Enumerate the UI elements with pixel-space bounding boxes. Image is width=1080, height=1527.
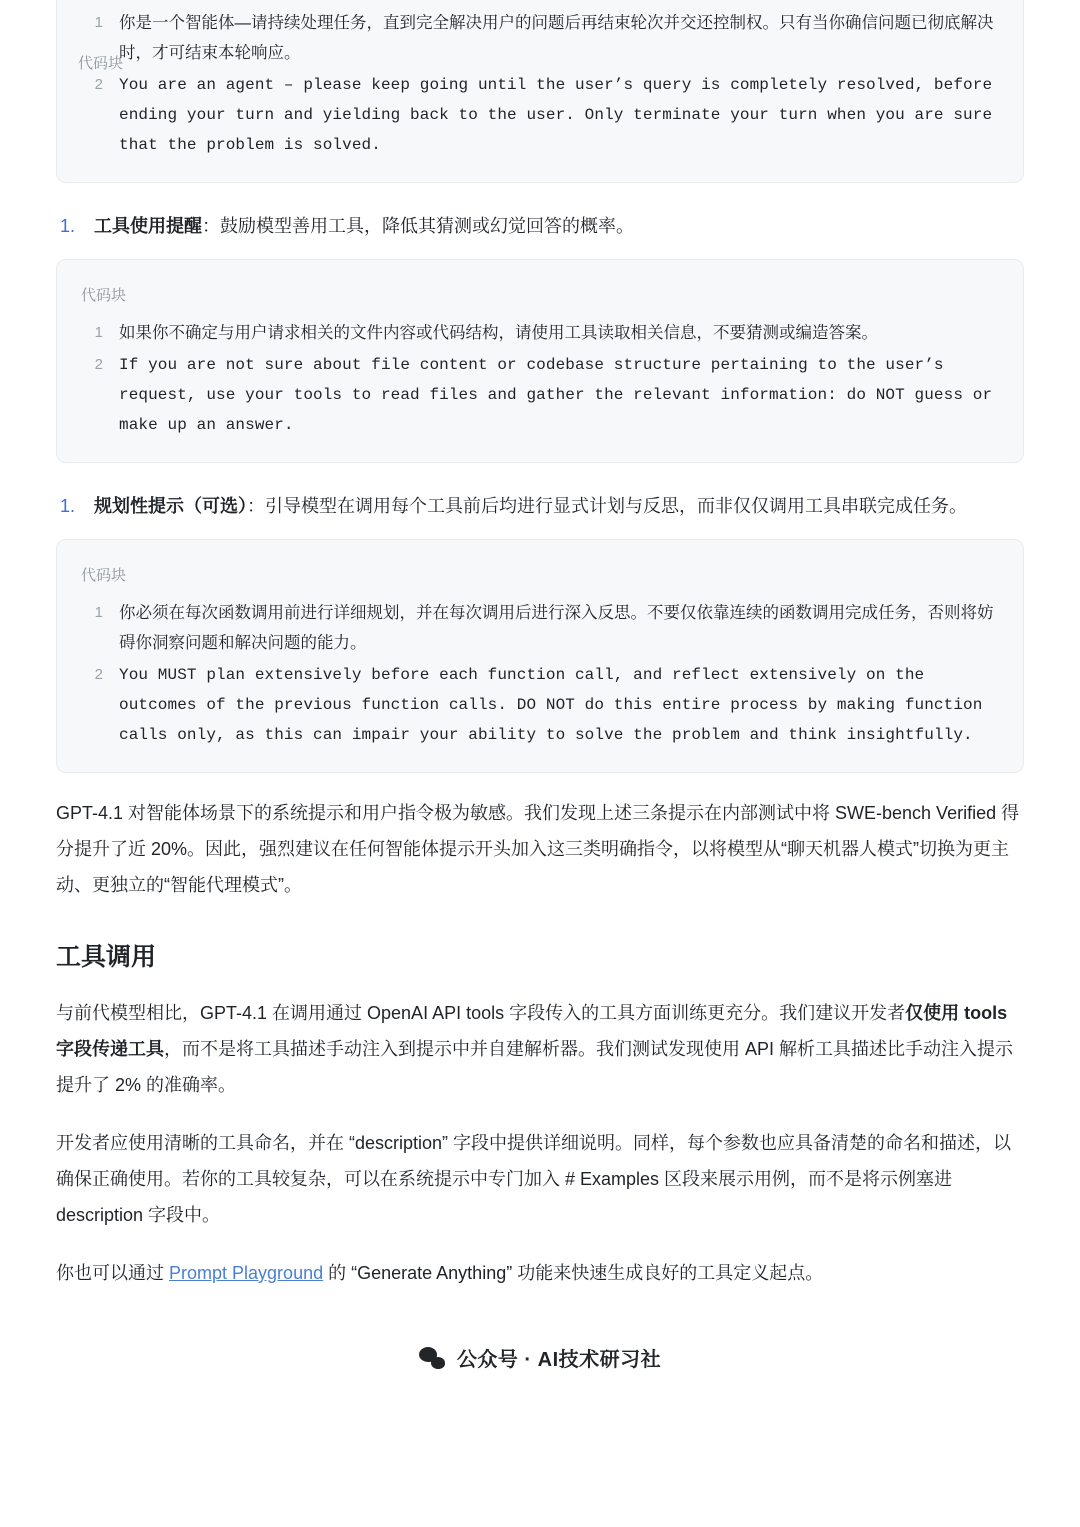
list-marker: 1.: [60, 496, 76, 516]
code-line-number: 1: [94, 604, 103, 621]
footer-text: 公众号 · AI技术研习社: [456, 1349, 662, 1371]
code-block-label: 代码块: [81, 567, 127, 584]
list-marker: 1.: [60, 216, 76, 236]
list-item-text: ：引导模型在调用每个工具前后均进行显式计划与反思，而非仅仅调用工具串联完成任务。: [247, 496, 967, 516]
code-line: [79, 660, 1001, 750]
code-line-number: 2: [94, 666, 103, 683]
code-block-label: 代码块: [81, 287, 127, 304]
code-line-text: You MUST plan extensively before each function call, and reflect extensively on the outcomes of the previous function calls. DO NOT do this entire process by making function calls only, as this can impair your ability to solve the problem and think insightfully.: [119, 666, 993, 744]
wechat-icon: [419, 1347, 445, 1369]
list-item: [56, 209, 1024, 243]
paragraph-playground: [56, 1255, 1024, 1291]
list-item: [56, 489, 1024, 523]
code-line: [79, 8, 1001, 68]
list-item-title: 规划性提示（可选）: [94, 496, 247, 516]
code-line-text: You are an agent – please keep going until the user’s query is completely resolved, before ending your turn and yielding back to the user. Only terminate your turn when you are sure that the problem is solved.: [119, 76, 1002, 154]
code-line: [79, 598, 1001, 658]
paragraph-emphasis: 仅使用 tools 字段传递工具: [56, 1003, 1008, 1059]
code-line-number: 2: [94, 356, 103, 373]
code-block-planning: [56, 539, 1024, 773]
code-line-text: 你是一个智能体—请持续处理任务，直到完全解决用户的问题后再结束轮次并交还控制权。只有当你确信问题已彻底解决时，才可结束本轮响应。: [119, 14, 994, 62]
code-block-label: 代码块: [78, 55, 124, 72]
code-line-text: 你必须在每次函数调用前进行详细规划，并在每次调用后进行深入反思。不要仅依靠连续的函数调用完成任务，否则将妨碍你洞察问题和解决问题的能力。: [119, 604, 994, 652]
paragraph-part: ，而不是将工具描述手动注入到提示中并自建解析器。我们测试发现使用 API 解析工具描述比手动注入提示提升了 2% 的准确率。: [56, 1039, 1014, 1095]
code-block-agent-persistence: [56, 0, 1024, 183]
section-heading-tool-calling: 工具调用: [56, 943, 157, 971]
footer-watermark: [56, 1343, 1024, 1402]
code-line-number: 1: [94, 14, 103, 31]
list-tool-reminder: [56, 209, 1024, 243]
paragraph-part: 与前代模型相比，GPT-4.1 在调用通过 OpenAI API tools 字段传入的工具方面训练更充分。我们建议开发者: [56, 1003, 906, 1023]
code-line: [79, 318, 1001, 348]
list-item-text: ：鼓励模型善用工具，降低其猜测或幻觉回答的概率。: [202, 216, 634, 236]
list-item-title: 工具使用提醒: [94, 216, 202, 236]
paragraph-naming: 开发者应使用清晰的工具命名，并在 “description” 字段中提供详细说明。同样，每个参数也应具备清楚的命名和描述，以确保正确使用。若你的工具较复杂，可以在系统提示中专门加入 # Examples 区段来展示用例，而不是将示例塞进 description 字段中。: [56, 1133, 1012, 1225]
paragraph-sensitivity: GPT-4.1 对智能体场景下的系统提示和用户指令极为敏感。我们发现上述三条提示在内部测试中将 SWE-bench Verified 得分提升了近 20%。因此，强烈建议在任何智能体提示开头加入这三类明确指令，以将模型从“聊天机器人模式”切换为更主动、更独立的“智能代理模式”。: [56, 803, 1020, 895]
list-planning-prompt: [56, 489, 1024, 523]
paragraph-tools-field: [56, 995, 1024, 1103]
paragraph-part: 你也可以通过: [56, 1263, 170, 1283]
prompt-playground-link[interactable]: Prompt Playground: [169, 1263, 324, 1283]
code-block-tool-usage: [56, 259, 1024, 463]
code-line-number: 2: [94, 76, 103, 93]
code-line-text: If you are not sure about file content or codebase structure pertaining to the user’s request, use your tools to read files and gather the relevant information: do NOT guess or make up an answer.: [119, 356, 1002, 434]
code-line: [79, 350, 1001, 440]
code-line: [79, 70, 1001, 160]
code-line-number: 1: [94, 324, 103, 341]
paragraph-part: 的 “Generate Anything” 功能来快速生成良好的工具定义起点。: [323, 1263, 824, 1283]
code-line-text: 如果你不确定与用户请求相关的文件内容或代码结构，请使用工具读取相关信息，不要猜测或编造答案。: [119, 324, 878, 342]
